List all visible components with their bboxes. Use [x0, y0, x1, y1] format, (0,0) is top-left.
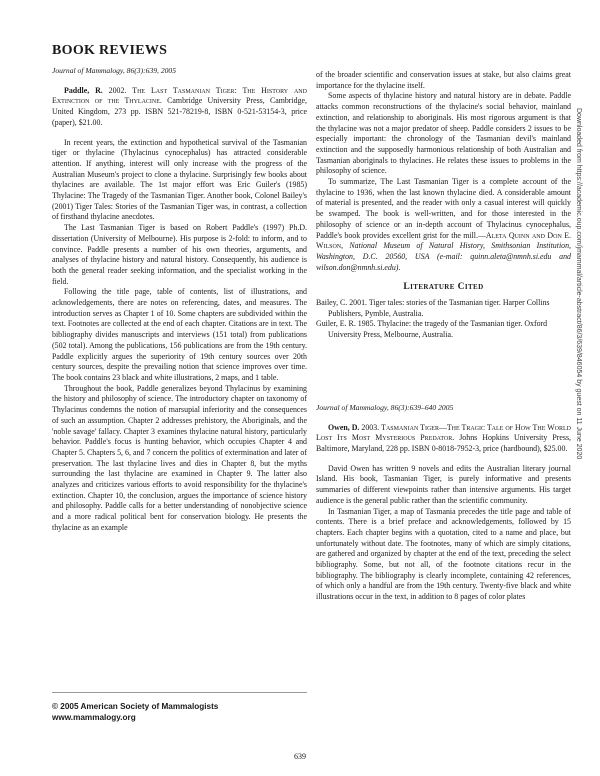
review2-paragraph-1: David Owen has written 9 novels and edits the Australian literary journal Island. His book, Tasmanian Tiger, is purely informative and presents summaries of different viewpoints rather than intensive arguments. His target audience is the general public rather than the scientific community. — [316, 463, 571, 505]
reviewer-affiliation: National Museum of Natural History, Smithsonian Institution, Washington, D.C. 20560, USA (e-mail: quinn.aleta@nmnh.si.edu and wilson.don@nmnh.si.edu). — [316, 241, 571, 272]
review1-paragraph-2: The Last Tasmanian Tiger is based on Robert Paddle's (1997) Ph.D. dissertation (University of Melbourne). His purpose is 2-fold: to inform, and to convince. Paddle presents a number of his own theories, arguments, and analyses of thylacine history and natural history. Consequently, his audience is both the general reader seeking information, and the specialist working in the field. — [52, 223, 307, 286]
review1-journal-citation: Journal of Mammalogy, 86(3):639, 2005 — [52, 66, 177, 75]
review1-paragraph-7-text: To summarize, The Last Tasmanian Tiger is a complete account of the thylacine to 1936, when the last known thylacine died. A considerable amount of material is presented, and the reader with only a casual interest will quickly be swamped. The book is well-written, and for those interested in the philosophy of science or an in-depth account of Thylacinus cynocephalus, Paddle's book provides excellent grist for the mill.— — [316, 177, 571, 240]
society-website-link[interactable]: www.mammalogy.org — [52, 713, 136, 722]
download-note: Downloaded from https://academic.oup.com/jmammal/article-abstract/86/3/639/846054 by guest on 11 June 2020 — [575, 108, 582, 460]
page-title: BOOK REVIEWS — [52, 43, 168, 58]
review1-paragraph-4: Throughout the book, Paddle generalizes beyond Thylacinus by examining the history and philosophy of science. The introductory chapter on taxonomy of Thylacinus condemns the notion of marsupial inferiority and the consequences of such an assumption. Chapter 2 addresses prehistory, the Aboriginals, and the 'noble savage' fallacy. Chapter 3 examines thylacine natural history, particularly behavior. Paddle's focus is hunting behavior, which occupies Chapter 4 and Chapter 5. Chapters 5, 6, and 7 concern the politics of extermination and later of preservation. The last thylacine lives and dies in Chapter 8, but the myths surrounding the last thylacine are examined in Chapter 9. The latter also analyzes and criticizes various efforts to avoid responsibility for the thylacine's extinction. Chapter 10, the conclusion, argues the importance of science history and philosophy. Paddle calls for a better understanding of nonobjective science and a more radical political bent for conservation biology. He presents the thylacine as an example — [52, 383, 307, 532]
review2-paragraph-2: In Tasmanian Tiger, a map of Tasmania precedes the title page and table of contents. There is a brief preface and acknowledgements, followed by 15 chapters. Each chapter begins with a quotation, cited to a name and place, but unfortunately without date. The footnotes, many of which are simply citations, are gathered and organized by chapter at the end of the text, preceding the select bibliography. Some, but not all, of the footnote citations recur in the bibliography. The bibliography is clearly incomplete, containing 42 references, of which only a handful are from the 19th century. Twenty-five black and white illustrations occur in the text, in addition to 8 pages of color plates — [316, 506, 571, 602]
page-number: 639 — [294, 752, 306, 761]
literature-cited-heading: Literature Cited — [403, 282, 484, 293]
download-watermark — [575, 108, 590, 688]
review1-paragraph-1: In recent years, the extinction and hypothetical survival of the Tasmanian tiger or thylacine (Thylacinus cynocephalus) has attracted considerable attention. If anything, interest will only increase with the progress of the Australian Museum's project to clone a thylacine. Surprisingly few books about thylacines are available. The 1st major effort was Eric Guiler's (1985) Thylacine: The Tragedy of the Tasmanian Tiger. Another book, Colonel Bailey's (2001) Tiger Tales: Stories of the Tasmanian Tiger was, in contrast, a collection of firsthand thylacine anecdotes. — [52, 137, 307, 222]
copyright-notice: © 2005 American Society of Mammalogists — [52, 702, 219, 711]
review1-paragraph-7 — [316, 177, 571, 273]
reference-item: Bailey, C. 2001. Tiger tales: stories of the Tasmanian tiger. Harper Collins Publishers, Pymble, Australia. — [316, 298, 550, 318]
review2-author: Owen, D. — [328, 422, 360, 432]
review2-year: 2003. — [361, 422, 380, 432]
review2-heading — [316, 423, 571, 455]
review2-journal-citation: Journal of Mammalogy, 86(3):639–640 2005 — [316, 402, 454, 412]
reference-item: Guiler, E. R. 1985. Thylacine: the tragedy of the Tasmanian tiger. Oxford University Press, Melbourne, Australia. — [316, 319, 548, 340]
reviewer-names: Aleta Quinn and Don E. Wilson, — [316, 230, 571, 251]
review1-paragraph-5: of the broader scientific and conservation issues at stake, but also claims great importance for the thylacine itself. — [316, 70, 571, 90]
review1-publication-info: Cambridge University Press, Cambridge, United Kingdom, 273 pp. ISBN 521-78219-8, ISBN 0-521-53154-3, price (paper), $21.00. — [52, 96, 307, 127]
review1-paragraph-6: Some aspects of thylacine history and natural history are in debate. Paddle attacks common reconstructions of the thylacine's social behavior, mainland extinction, and relationship to aboriginals. His most rigorous argument is that the thylacine was not a major predator of sheep. Paddle considers 2 issues to be especially important: the chronology of the Tasmanian devil's mainland extinction and the supposedly harmonious relationship of both Australian and Tasmanian aboriginals to thylacines. He relates these issues to problems in the philosophy of science. — [316, 91, 571, 176]
left-column — [52, 66, 307, 534]
review2-book-title: Tasmanian Tiger—The Tragic Tale of How The World Lost Its Most Mysterious Predator. — [316, 422, 571, 443]
review2-publication-info: Johns Hopkins University Press, Baltimore, Maryland, 228 pp. ISBN 0-8018-7952-3, price (hardbound), $25.00. — [316, 433, 571, 453]
review1-year: 2002. — [108, 85, 127, 95]
right-column — [316, 70, 571, 603]
review1-author: Paddle, R. — [64, 85, 103, 95]
review1-paragraph-3: Following the title page, table of contents, list of illustrations, and acknowledgements, there are notes on referencing, dates, and measures. The introduction serves as Chapter 1 of 10. Some chapters are subdivided within the text. Footnotes are collected at the end of each chapter. Citations are in text. The bibliography divides manuscripts and interviews (151 total) from publications (502 total). Among the publications, 156 publications are from the 19th century. Paddle explicitly argues the superiority of 19th century sources over 20th century sources, despite the prevailing notion that science improves over time. The book contains 23 black and white illustrations, 2 maps, and 1 table. — [52, 287, 307, 382]
footer-rule — [52, 692, 307, 693]
review1-heading — [52, 86, 307, 129]
review1-book-title: The Last Tasmanian Tiger: The History and Extinction of the Thylacine. — [52, 85, 307, 106]
